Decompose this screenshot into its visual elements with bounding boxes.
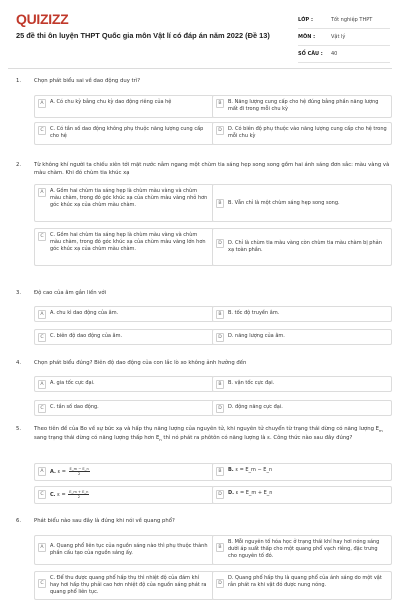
option-letter: B	[216, 99, 224, 108]
option-text: D. Quang phổ hấp thụ là quang phổ của ánh sáng do một vật rắn phát ra khi vật đó được nung nóng.	[228, 575, 382, 588]
meta-row-question-count	[298, 46, 390, 63]
question-text: Theo tiên đề của Bo về sự bức xạ và hấp thụ năng lượng của nguyên tử, khi nguyên tử chuyển từ trạng thái dừng có năng lượng $E_m$ sang trạng thái dừng có năng lượng thấp hơn $E_n$ thì nó phát ra phôtôn có năng lượng là ε. Công thức nào sau đây đúng?	[34, 426, 383, 442]
option-letter: C	[38, 126, 46, 135]
meta-row-subject	[298, 29, 390, 46]
option-text: C. tần số dao động.	[50, 404, 99, 410]
option-letter: A	[38, 543, 46, 552]
option-letter: D	[216, 404, 224, 413]
option-text: D. Có biên độ phụ thuộc vào năng lượng cung cấp cho hệ trong mỗi chu kỳ	[228, 126, 387, 139]
meta-value: Tốt nghiệp THPT	[331, 17, 373, 23]
option-text: C. Có tần số dao động không phụ thuộc năng lượng cung cấp cho hệ	[50, 126, 204, 139]
question-number: 3.	[16, 290, 22, 296]
option-letter: A	[38, 467, 46, 476]
option-text: D. động năng cực đại.	[228, 404, 283, 410]
option-b[interactable]	[212, 95, 392, 118]
option-letter: B	[216, 543, 224, 552]
option-a[interactable]	[34, 376, 214, 392]
option-b[interactable]	[212, 535, 392, 565]
question-number: 1.	[16, 78, 22, 84]
option-a[interactable]	[34, 184, 214, 222]
meta-label: LỚP :	[298, 17, 313, 23]
option-c[interactable]	[34, 486, 214, 504]
meta-label: SỐ CÂU :	[298, 51, 323, 57]
option-text: A. gia tốc cực đại.	[50, 380, 95, 386]
question-text: Chọn phát biểu đúng? Biên độ dao động của con lắc lò xo không ảnh hưởng đến	[34, 360, 247, 366]
option-letter: D	[216, 490, 224, 499]
option-a[interactable]	[34, 463, 214, 481]
option-d[interactable]	[212, 228, 392, 266]
option-text: C. ε = $\frac{E\_m + E\_n}{2}$	[50, 490, 89, 499]
option-letter: C	[38, 232, 46, 241]
option-text: A. Có chu kỳ bằng chu kỳ dao động riêng của hệ	[50, 99, 172, 105]
option-letter: A	[38, 188, 46, 197]
question-number: 4.	[16, 360, 22, 366]
question-text: Độ cao của âm gắn liền với	[34, 290, 107, 296]
option-text: D. năng lượng của âm.	[228, 333, 285, 339]
option-text: B. Vẫn chỉ là một chùm sáng hẹp song song.	[228, 200, 340, 206]
worksheet-header	[0, 0, 400, 64]
option-c[interactable]	[34, 122, 214, 145]
question-number: 2.	[16, 162, 22, 168]
question-number: 5.	[16, 426, 22, 432]
option-a[interactable]	[34, 306, 214, 322]
option-d[interactable]	[212, 486, 392, 504]
option-text: D. Chỉ là chùm tia màu vàng còn chùm tia màu chàm bị phản xạ toàn phần.	[228, 240, 382, 253]
option-text: B. Năng lượng cung cấp cho hệ đúng bằng phần năng lượng mất đi trong mỗi chu kỳ	[228, 99, 379, 112]
option-b[interactable]	[212, 376, 392, 392]
option-letter: A	[38, 310, 46, 319]
option-text: A. ε = $\frac{E\_m - E\_n}{2}$	[50, 467, 89, 476]
option-a[interactable]	[34, 535, 214, 565]
meta-value: Vật lý	[331, 34, 346, 40]
option-letter: B	[216, 380, 224, 389]
option-text: C. Để thu được quang phổ hấp thụ thì nhiệt độ của đám khí hay hơi hấp thụ phải cao hơn nhiệt độ của nguồn sáng phát ra quang phổ liên tục.	[50, 575, 207, 595]
option-text: C. biên độ dao động của âm.	[50, 333, 123, 339]
option-letter: D	[216, 333, 224, 342]
meta-label: MÔN :	[298, 34, 316, 40]
option-b[interactable]	[212, 306, 392, 322]
option-a[interactable]	[34, 95, 214, 118]
option-text: B. tốc độ truyền âm.	[228, 310, 280, 316]
worksheet-meta	[298, 12, 390, 63]
header-divider	[8, 68, 392, 69]
fraction: $\frac{E\_m - E\_n}{2}$	[69, 467, 89, 476]
option-letter: C	[38, 579, 46, 588]
fraction: $\frac{E\_m + E\_n}{2}$	[69, 490, 89, 499]
worksheet-title: 25 đề thi ôn luyện THPT Quốc gia môn Vật lí có đáp án năm 2022 (Đề 13)	[16, 31, 270, 40]
option-letter: D	[216, 579, 224, 588]
meta-row-class	[298, 12, 390, 29]
option-b[interactable]	[212, 184, 392, 222]
option-text: A. chu kì dao động của âm.	[50, 310, 119, 316]
option-text: D. ε = E_m + E_n	[228, 490, 273, 496]
question-text: Từ không khí người ta chiếu xiên tới mặt nước nằm ngang một chùm tia sáng hẹp song song gồm hai ánh sáng đơn sắc: màu vàng và màu chàm. Khi đó chùm tia khúc xạ	[34, 162, 390, 176]
option-text: B. Mỗi nguyên tố hóa học ở trạng thái khí hay hơi nóng sáng dưới áp suất thấp cho một quang phổ vạch riêng, đặc trưng cho nguyên tố đó.	[228, 539, 380, 559]
option-letter: A	[38, 380, 46, 389]
option-letter: B	[216, 310, 224, 319]
option-text: C. Gồm hai chùm tia sáng hẹp là chùm màu vàng và chùm màu chàm, trong đó góc khúc xạ của chùm màu vàng lớn hơn góc khúc xạ của chùm màu chàm.	[50, 232, 206, 252]
option-text: B. ε = E_m − E_n	[228, 467, 273, 473]
question-number: 6.	[16, 518, 22, 524]
option-text: A. Gồm hai chùm tia sáng hẹp là chùm màu vàng và chùm màu chàm, trong đó góc khúc xạ của chùm màu vàng nhỏ hơn góc khúc xạ của chùm màu chàm.	[50, 188, 208, 208]
option-text: B. vận tốc cực đại.	[228, 380, 275, 386]
question-text: Phát biểu nào sau đây là đúng khi nói về quang phổ?	[34, 518, 175, 524]
meta-value: 40	[331, 51, 338, 57]
option-letter: B	[216, 467, 224, 476]
option-letter: C	[38, 490, 46, 499]
option-c[interactable]	[34, 400, 214, 416]
option-text: A. Quang phổ liên tục của nguồn sáng nào thì phụ thuộc thành phần cấu tạo của nguồn sáng ấy.	[50, 543, 208, 556]
option-letter: D	[216, 239, 224, 248]
option-d[interactable]	[212, 400, 392, 416]
option-letter: C	[38, 404, 46, 413]
option-c[interactable]	[34, 329, 214, 345]
option-letter: C	[38, 333, 46, 342]
option-d[interactable]	[212, 571, 392, 600]
option-b[interactable]	[212, 463, 392, 481]
option-c[interactable]	[34, 571, 214, 600]
option-letter: D	[216, 126, 224, 135]
option-letter: B	[216, 199, 224, 208]
option-d[interactable]	[212, 122, 392, 145]
question-text: Chọn phát biểu sai về dao động duy trì?	[34, 78, 141, 84]
option-letter: A	[38, 99, 46, 108]
option-c[interactable]	[34, 228, 214, 266]
option-d[interactable]	[212, 329, 392, 345]
quizizz-logo: QUIZIZZ	[16, 11, 69, 27]
